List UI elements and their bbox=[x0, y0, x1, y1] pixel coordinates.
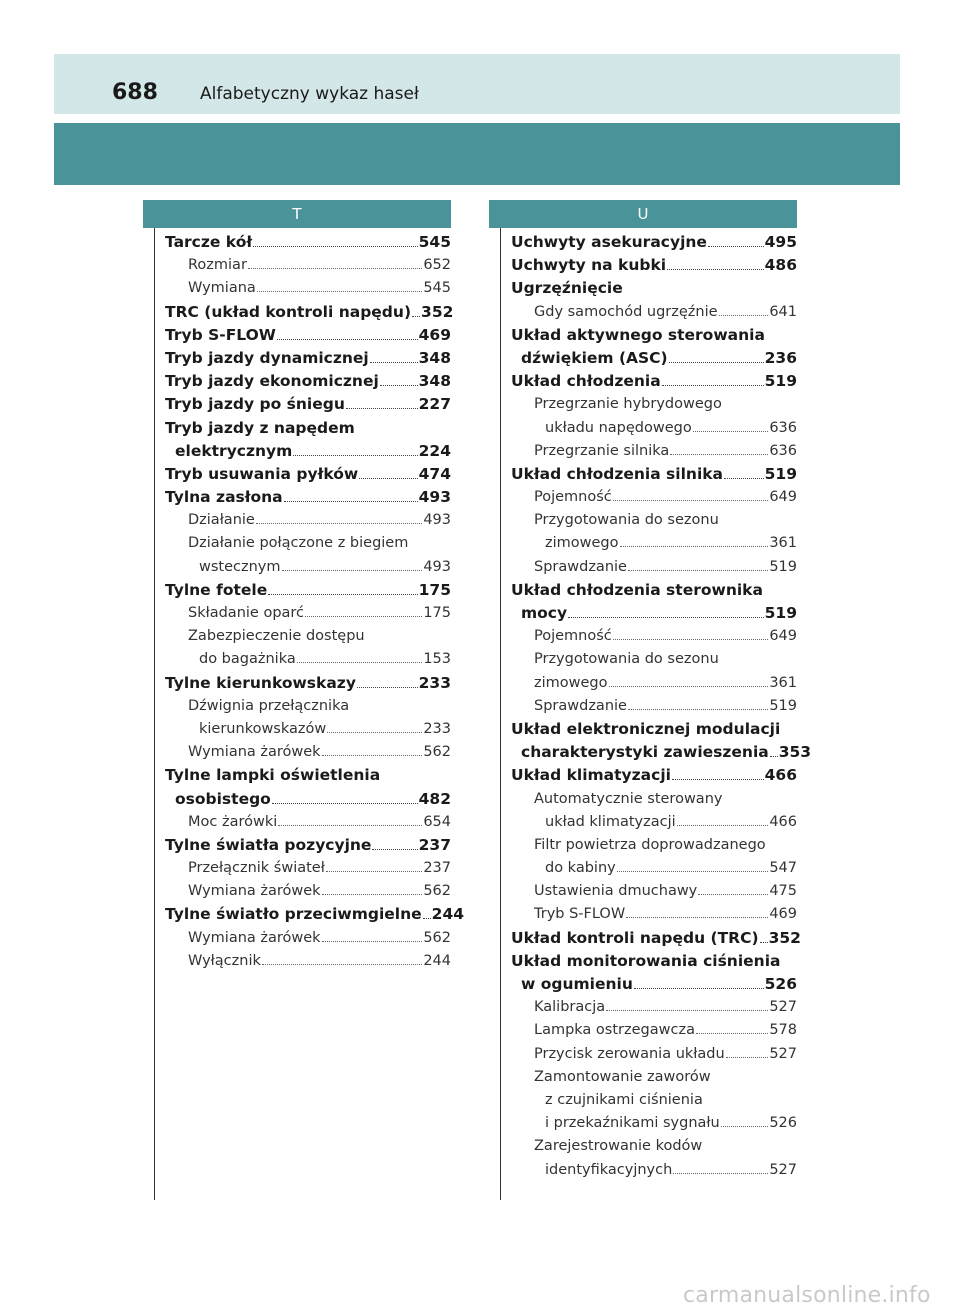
leader-dots bbox=[617, 862, 769, 872]
leader-dots bbox=[322, 746, 423, 756]
entry-text: Zabezpieczenie dostępu bbox=[188, 628, 365, 645]
index-column-u bbox=[511, 231, 812, 1182]
entry-text: Lampka ostrzegawcza bbox=[534, 1022, 695, 1039]
leader-dots bbox=[380, 376, 418, 386]
entry-text: do bagażnika bbox=[199, 651, 296, 668]
entry-text: Pojemność bbox=[534, 628, 612, 645]
entry-page-number: 654 bbox=[423, 813, 451, 830]
leader-dots bbox=[721, 1117, 769, 1127]
index-subentry bbox=[165, 927, 451, 950]
entry-page-number: 353 bbox=[778, 743, 812, 762]
leader-dots bbox=[669, 353, 764, 363]
leader-dots bbox=[760, 932, 768, 942]
index-subentry bbox=[511, 556, 797, 579]
entry-text: Wymiana żarówek bbox=[188, 883, 321, 900]
entry-text: Wymiana żarówek bbox=[188, 744, 321, 761]
index-entry bbox=[511, 231, 797, 254]
entry-page-number: 474 bbox=[418, 464, 451, 483]
leader-dots bbox=[673, 1164, 768, 1174]
index-subentry bbox=[511, 1112, 797, 1135]
page-number: 688 bbox=[112, 80, 158, 105]
index-subentry bbox=[511, 509, 797, 532]
leader-dots bbox=[284, 492, 418, 502]
column-rule-u bbox=[500, 228, 501, 1200]
leader-dots bbox=[609, 677, 769, 687]
entry-text: zimowego bbox=[545, 535, 619, 552]
index-subentry bbox=[165, 625, 451, 648]
index-subentry bbox=[511, 857, 797, 880]
leader-dots bbox=[662, 376, 764, 386]
entry-text: Układ chłodzenia sterownika bbox=[511, 580, 763, 599]
entry-page-number: 233 bbox=[423, 720, 451, 737]
leader-dots bbox=[628, 700, 768, 710]
entry-text: Układ kontroli napędu (TRC) bbox=[511, 928, 759, 947]
entry-text: Tryb usuwania pyłków bbox=[165, 464, 359, 483]
index-subentry bbox=[511, 417, 797, 440]
entry-text: Przygotowania do sezonu bbox=[534, 512, 719, 529]
entry-text: Tryb jazdy po śniegu bbox=[165, 395, 345, 414]
entry-text: Tylne kierunkowskazy bbox=[165, 673, 356, 692]
letter-header-t: T bbox=[143, 200, 451, 228]
leader-dots bbox=[372, 840, 417, 850]
leader-dots bbox=[268, 585, 417, 595]
entry-page-number: 545 bbox=[423, 280, 451, 297]
entry-text: Sprawdzanie bbox=[534, 697, 627, 714]
entry-text: w ogumieniu bbox=[521, 975, 633, 993]
entry-text: z czujnikami ciśnienia bbox=[545, 1091, 703, 1108]
index-entry bbox=[165, 301, 454, 324]
entry-text: Zamontowanie zaworów bbox=[534, 1068, 711, 1085]
entry-text: charakterystyki zawieszenia bbox=[521, 743, 769, 762]
entry-page-number: 224 bbox=[418, 441, 451, 460]
entry-page-number: 175 bbox=[418, 580, 451, 599]
entry-page-number: 348 bbox=[418, 372, 451, 391]
leader-dots bbox=[297, 654, 423, 664]
index-subentry bbox=[511, 532, 797, 555]
leader-dots bbox=[357, 677, 418, 687]
entry-text: osobistego bbox=[175, 789, 271, 808]
entry-page-number: 641 bbox=[769, 303, 797, 320]
entry-text: wstecznym bbox=[199, 558, 281, 575]
entry-page-number: 237 bbox=[423, 860, 451, 877]
index-subentry bbox=[165, 741, 451, 764]
leader-dots bbox=[719, 306, 769, 316]
index-subentry bbox=[511, 834, 797, 857]
entry-page-number: 153 bbox=[423, 651, 451, 668]
entry-page-number: 519 bbox=[764, 604, 797, 622]
entry-text: Przygotowania do sezonu bbox=[534, 651, 719, 668]
entry-text: Ustawienia dmuchawy bbox=[534, 883, 698, 900]
index-subentry bbox=[511, 996, 797, 1019]
entry-page-number: 519 bbox=[769, 697, 797, 714]
entry-page-number: 578 bbox=[769, 1022, 797, 1039]
entry-text: Moc żarówki bbox=[188, 813, 278, 830]
index-subentry bbox=[511, 788, 797, 811]
leader-dots bbox=[667, 260, 764, 270]
index-subentry bbox=[511, 486, 797, 509]
index-entry bbox=[511, 741, 812, 764]
index-subentry bbox=[511, 880, 797, 903]
entry-page-number: 233 bbox=[418, 673, 451, 692]
entry-page-number: 466 bbox=[769, 813, 797, 830]
leader-dots bbox=[634, 979, 764, 989]
entry-page-number: 469 bbox=[769, 906, 797, 923]
entry-text: Układ monitorowania ciśnienia bbox=[511, 951, 781, 970]
leader-dots bbox=[726, 1048, 769, 1058]
entry-text: elektrycznym bbox=[175, 441, 293, 460]
leader-dots bbox=[628, 561, 768, 571]
entry-text: Przycisk zerowania układu bbox=[534, 1045, 725, 1062]
index-entry bbox=[511, 973, 797, 996]
leader-dots bbox=[696, 1025, 768, 1035]
entry-page-number: 237 bbox=[418, 835, 451, 854]
index-subentry bbox=[511, 393, 797, 416]
leader-dots bbox=[613, 631, 769, 641]
index-entry bbox=[165, 579, 451, 602]
entry-page-number: 486 bbox=[764, 256, 797, 275]
index-subentry bbox=[511, 648, 797, 671]
index-entry bbox=[165, 834, 451, 857]
entry-text: identyfikacyjnych bbox=[545, 1161, 673, 1178]
entry-page-number: 361 bbox=[769, 674, 797, 691]
entry-page-number: 352 bbox=[421, 302, 454, 321]
leader-dots bbox=[326, 862, 422, 872]
leader-dots bbox=[568, 608, 764, 618]
leader-dots bbox=[698, 886, 768, 896]
entry-text: Przegrzanie silnika bbox=[534, 442, 670, 459]
entry-page-number: 236 bbox=[764, 348, 797, 367]
entry-text: Tylna zasłona bbox=[165, 488, 283, 507]
entry-page-number: 545 bbox=[418, 233, 451, 251]
entry-page-number: 493 bbox=[418, 488, 451, 507]
entry-text: Kalibracja bbox=[534, 999, 606, 1016]
leader-dots bbox=[770, 747, 778, 757]
entry-text: Automatycznie sterowany bbox=[534, 790, 723, 807]
index-entry bbox=[165, 393, 451, 416]
entry-text: Układ klimatyzacji bbox=[511, 766, 671, 785]
index-entry bbox=[165, 903, 465, 926]
leader-dots bbox=[253, 237, 418, 247]
leader-dots bbox=[672, 770, 764, 780]
entry-page-number: 227 bbox=[418, 395, 451, 414]
entry-text: Działanie bbox=[188, 512, 255, 529]
entry-text: Układ chłodzenia silnika bbox=[511, 464, 724, 483]
entry-text: Tryb S-FLOW bbox=[165, 325, 276, 344]
leader-dots bbox=[248, 260, 422, 270]
letter-header-u: U bbox=[489, 200, 797, 228]
leader-dots bbox=[677, 816, 769, 826]
entry-text: Tryb S-FLOW bbox=[534, 906, 626, 923]
entry-text: Ugrzęźnięcie bbox=[511, 279, 623, 298]
entry-text: Filtr powietrza doprowadzanego bbox=[534, 836, 766, 853]
entry-page-number: 361 bbox=[769, 535, 797, 552]
leader-dots bbox=[262, 955, 422, 965]
entry-text: Tylne światło przeciwmgielne bbox=[165, 905, 422, 924]
index-entry bbox=[165, 463, 451, 486]
entry-page-number: 519 bbox=[764, 372, 797, 391]
entry-page-number: 348 bbox=[418, 348, 451, 367]
index-entry bbox=[511, 764, 797, 787]
index-entry bbox=[511, 602, 797, 625]
leader-dots bbox=[282, 561, 423, 571]
index-entry bbox=[511, 324, 797, 347]
index-entry bbox=[511, 277, 797, 300]
index-subentry bbox=[165, 277, 451, 300]
entry-text: mocy bbox=[521, 604, 568, 622]
section-band bbox=[54, 123, 900, 185]
entry-text: Uchwyty na kubki bbox=[511, 256, 667, 275]
index-subentry bbox=[511, 903, 797, 926]
leader-dots bbox=[370, 353, 418, 363]
leader-dots bbox=[613, 491, 769, 501]
entry-text: zimowego bbox=[534, 674, 608, 691]
entry-text: Tryb jazdy ekonomicznej bbox=[165, 372, 379, 391]
index-subentry bbox=[165, 648, 451, 671]
leader-dots bbox=[327, 723, 422, 733]
entry-page-number: 652 bbox=[423, 257, 451, 274]
index-subentry bbox=[165, 857, 451, 880]
entry-page-number: 466 bbox=[764, 766, 797, 785]
entry-page-number: 244 bbox=[431, 905, 465, 924]
index-entry bbox=[165, 370, 451, 393]
leader-dots bbox=[322, 932, 423, 942]
index-subentry bbox=[511, 1135, 797, 1158]
entry-page-number: 547 bbox=[769, 860, 797, 877]
entry-page-number: 244 bbox=[423, 952, 451, 969]
entry-page-number: 175 bbox=[423, 605, 451, 621]
index-column-t bbox=[165, 231, 465, 973]
entry-page-number: 519 bbox=[764, 464, 797, 483]
entry-text: Tylne fotele bbox=[165, 580, 268, 599]
index-entry bbox=[165, 231, 451, 254]
entry-text: Tylne lampki oświetlenia bbox=[165, 766, 381, 785]
watermark: carmanualsonline.info bbox=[683, 1283, 931, 1308]
entry-text: Układ chłodzenia bbox=[511, 372, 661, 391]
index-subentry bbox=[165, 254, 451, 277]
index-subentry bbox=[511, 301, 797, 324]
leader-dots bbox=[606, 1002, 768, 1012]
entry-text: Układ elektronicznej modulacji bbox=[511, 719, 781, 738]
entry-page-number: 527 bbox=[769, 1045, 797, 1062]
entry-text: Układ aktywnego sterowania bbox=[511, 325, 765, 344]
index-subentry bbox=[511, 1019, 797, 1042]
entry-page-number: 352 bbox=[768, 928, 801, 947]
entry-page-number: 649 bbox=[769, 628, 797, 645]
index-entry bbox=[511, 579, 797, 602]
index-subentry bbox=[165, 509, 451, 532]
leader-dots bbox=[322, 886, 423, 896]
entry-text: Przegrzanie hybrydowego bbox=[534, 396, 722, 413]
index-subentry bbox=[511, 440, 797, 463]
index-subentry bbox=[165, 695, 451, 718]
entry-page-number: 493 bbox=[423, 512, 451, 529]
index-subentry bbox=[165, 950, 451, 973]
index-subentry bbox=[165, 718, 451, 741]
entry-text: TRC (układ kontroli napędu) bbox=[165, 302, 412, 321]
entry-page-number: 636 bbox=[769, 442, 797, 459]
index-subentry bbox=[511, 1043, 797, 1066]
entry-text: Tarcze kół bbox=[165, 233, 253, 251]
entry-text: Wymiana żarówek bbox=[188, 929, 321, 946]
entry-text: Uchwyty asekuracyjne bbox=[511, 233, 707, 251]
index-subentry bbox=[511, 695, 797, 718]
index-entry bbox=[165, 672, 451, 695]
entry-page-number: 493 bbox=[423, 558, 451, 575]
index-entry bbox=[511, 950, 797, 973]
entry-text: Przełącznik świateł bbox=[188, 860, 325, 877]
entry-page-number: 519 bbox=[769, 558, 797, 575]
leader-dots bbox=[359, 469, 417, 479]
entry-page-number: 495 bbox=[764, 233, 797, 251]
entry-text: Składanie oparć bbox=[188, 605, 305, 621]
index-entry bbox=[511, 927, 801, 950]
leader-dots bbox=[293, 445, 417, 455]
leader-dots bbox=[256, 515, 422, 525]
index-subentry bbox=[165, 556, 451, 579]
leader-dots bbox=[626, 909, 768, 919]
index-subentry bbox=[165, 811, 451, 834]
entry-text: do kabiny bbox=[545, 860, 616, 877]
entry-page-number: 475 bbox=[769, 883, 797, 900]
entry-page-number: 527 bbox=[769, 999, 797, 1016]
entry-page-number: 649 bbox=[769, 489, 797, 506]
index-entry bbox=[165, 486, 451, 509]
entry-text: Tryb jazdy dynamicznej bbox=[165, 348, 369, 367]
entry-text: Zarejestrowanie kodów bbox=[534, 1138, 703, 1155]
index-entry bbox=[511, 718, 797, 741]
page-title: Alfabetyczny wykaz haseł bbox=[200, 84, 419, 104]
index-entry bbox=[165, 324, 451, 347]
index-subentry bbox=[511, 625, 797, 648]
index-entry bbox=[511, 463, 797, 486]
leader-dots bbox=[305, 607, 422, 617]
entry-page-number: 527 bbox=[769, 1161, 797, 1178]
column-rule-t bbox=[154, 228, 155, 1200]
leader-dots bbox=[412, 306, 420, 316]
index-entry bbox=[165, 417, 451, 440]
index-entry bbox=[165, 764, 451, 787]
entry-text: Tryb jazdy z napędem bbox=[165, 418, 355, 437]
entry-page-number: 526 bbox=[769, 1115, 797, 1132]
entry-page-number: 636 bbox=[769, 419, 797, 436]
entry-page-number: 469 bbox=[418, 325, 451, 344]
index-subentry bbox=[511, 811, 797, 834]
entry-text: Rozmiar bbox=[188, 257, 247, 274]
index-entry bbox=[165, 440, 451, 463]
index-subentry bbox=[511, 1066, 797, 1089]
index-subentry bbox=[165, 532, 451, 555]
entry-text: Gdy samochód ugrzęźnie bbox=[534, 303, 718, 320]
entry-text: i przekaźnikami sygnału bbox=[545, 1115, 720, 1132]
entry-text: Wyłącznik bbox=[188, 952, 261, 969]
index-subentry bbox=[511, 1159, 797, 1182]
entry-text: dźwiękiem (ASC) bbox=[521, 348, 668, 367]
entry-text: kierunkowskazów bbox=[199, 720, 327, 737]
leader-dots bbox=[277, 329, 418, 339]
index-entry bbox=[511, 347, 797, 370]
leader-dots bbox=[724, 469, 764, 479]
entry-text: Działanie połączone z biegiem bbox=[188, 535, 409, 552]
entry-text: Sprawdzanie bbox=[534, 558, 627, 575]
index-subentry bbox=[165, 880, 451, 903]
leader-dots bbox=[708, 237, 764, 247]
leader-dots bbox=[423, 909, 431, 919]
leader-dots bbox=[693, 422, 769, 432]
leader-dots bbox=[278, 816, 422, 826]
entry-text: Tylne światła pozycyjne bbox=[165, 835, 372, 854]
entry-text: Wymiana bbox=[188, 280, 256, 297]
index-subentry bbox=[165, 602, 451, 625]
index-entry bbox=[511, 254, 797, 277]
entry-text: Pojemność bbox=[534, 489, 612, 506]
index-subentry bbox=[511, 672, 797, 695]
entry-page-number: 562 bbox=[423, 929, 451, 946]
leader-dots bbox=[272, 793, 418, 803]
index-subentry bbox=[511, 1089, 797, 1112]
entry-page-number: 482 bbox=[418, 789, 451, 808]
entry-text: układ klimatyzacji bbox=[545, 813, 676, 830]
leader-dots bbox=[346, 399, 418, 409]
leader-dots bbox=[670, 445, 768, 455]
entry-text: układu napędowego bbox=[545, 419, 692, 436]
leader-dots bbox=[620, 538, 769, 548]
header-band bbox=[54, 54, 900, 114]
index-entry bbox=[511, 370, 797, 393]
entry-page-number: 526 bbox=[764, 975, 797, 993]
entry-text: Dźwignia przełącznika bbox=[188, 697, 350, 714]
entry-page-number: 562 bbox=[423, 883, 451, 900]
entry-page-number: 562 bbox=[423, 744, 451, 761]
index-entry bbox=[165, 788, 451, 811]
index-entry bbox=[165, 347, 451, 370]
leader-dots bbox=[257, 283, 423, 293]
